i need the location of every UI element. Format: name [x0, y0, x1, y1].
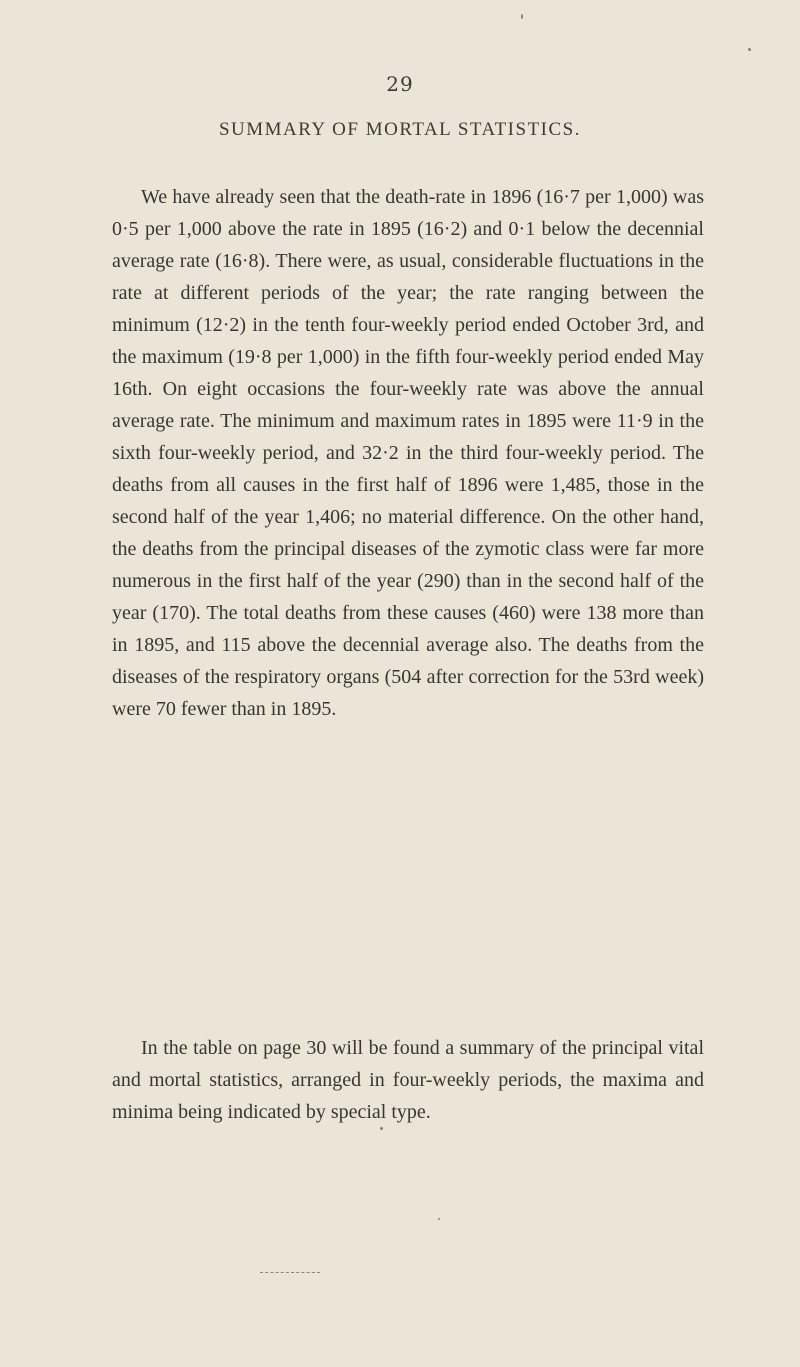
paragraph-table-reference: In the table on page 30 will be found a summary of the principal vital and mortal statistics, arranged in four-weekly periods, the maxima and minima being indicated by special type.: [112, 1037, 704, 1123]
paper-mark: [260, 1272, 320, 1274]
page-title: SUMMARY OF MORTAL STATISTICS.: [218, 119, 582, 140]
page-number: 29: [386, 72, 414, 96]
paper-speck: [748, 48, 751, 51]
paper-speck: [438, 1218, 440, 1220]
paper-speck: [380, 1127, 383, 1130]
paper-speck: [521, 14, 523, 19]
paragraph-mortal-statistics: We have already seen that the death-rate in 1896 (16·7 per 1,000) was 0·5 per 1,000 above the rate in 1895 (16·2) and 0·1 below the decennial average rate (16·8). There were, as usual, considerable fluctuations in the rate at different periods of the year; the rate ranging between the minimum (12·2) in the tenth four-weekly period ended October 3rd, and the maximum (19·8 per 1,000) in the fifth four-weekly period ended May 16th. On eight occasions the four-weekly rate was above the annual average rate. The minimum and maximum rates in 1895 were 11·9 in the sixth four-weekly period, and 32·2 in the third four-weekly period. The deaths from all causes in the first half of 1896 were 1,485, those in the second half of the year 1,406; no material difference. On the other hand, the deaths from the principal diseases of the zymotic class were far more numerous in the first half of the year (290) than in the second half of the year (170). The total deaths from these causes (460) were 138 more than in 1895, and 115 above the decennial average also. The deaths from the diseases of the respiratory organs (504 after correction for the 53rd week) were 70 fewer than in 1895.: [112, 186, 704, 720]
